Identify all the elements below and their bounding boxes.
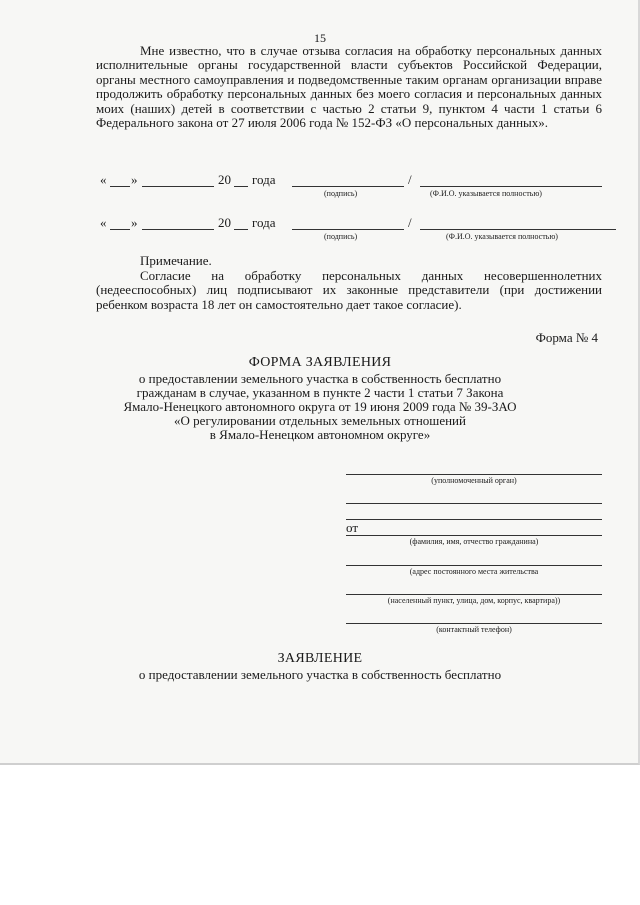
month-line — [142, 229, 214, 230]
day-line — [110, 229, 130, 230]
citizen-name-line — [346, 535, 602, 536]
from-label: от — [346, 520, 359, 535]
month-line — [142, 186, 214, 187]
signature-line — [292, 186, 404, 187]
year-suffix: года — [252, 215, 276, 230]
form-subtitle-line: «О регулировании отдельных земельных отношений — [174, 413, 466, 428]
application-title: ЗАЯВЛЕНИЕ — [277, 651, 363, 666]
signature-row — [96, 172, 616, 188]
note-title: Примечание. — [140, 253, 212, 268]
form-subtitle-line: в Ямало-Ненецком автономном округе» — [209, 427, 431, 442]
year-suffix: года — [252, 172, 276, 187]
address-line — [346, 565, 602, 566]
date-open-quote: « — [100, 215, 107, 230]
form-title: ФОРМА ЗАЯВЛЕНИЯ — [248, 355, 392, 370]
full-name-line — [420, 186, 602, 187]
signature-row — [96, 215, 616, 231]
authority-line-2 — [346, 503, 602, 504]
note-text: Согласие на обработку персональных данных несовершеннолетних (недееспособных) лиц подписывают их законные представители (при достижении ребенком возраста 18 лет он самостоятельно дает такое согласие). — [96, 268, 602, 312]
slash: / — [408, 172, 412, 187]
phone-caption: (контактный телефон) — [436, 625, 512, 634]
citizen-name-caption: (фамилия, имя, отчество гражданина) — [409, 537, 539, 546]
page-number: 15 — [314, 31, 326, 45]
year-line — [234, 186, 248, 187]
authority-line-3 — [346, 519, 602, 520]
signature-caption: (подпись) — [324, 189, 358, 198]
address-detail-line — [346, 594, 602, 595]
date-close-quote: » — [131, 172, 138, 187]
address-caption: (адрес постоянного места жительства — [409, 567, 539, 576]
form-subtitle-line: о предоставлении земельного участка в собственность бесплатно — [138, 371, 502, 386]
signature-line — [292, 229, 404, 230]
consent-revocation-paragraph: Мне известно, что в случае отзыва согласия на обработку персональных данных исполнительные органы государственной власти субъектов Российской Федерации, органы местного самоуправления и подведомственные таким органам организации вправе продолжить обработку персональных данных без моего согласия и персональных данных моих (наших) детей в соответствии с частью 2 статьи 9, пунктом 4 части 1 статьи 6 Федерального закона от 27 июля 2006 года № 152-ФЗ «О персональных данных». — [96, 43, 602, 131]
full-name-caption: (Ф.И.О. указывается полностью) — [430, 189, 542, 198]
date-close-quote: » — [131, 215, 138, 230]
authority-line — [346, 474, 602, 475]
form-subtitle-line: гражданам в случае, указанном в пункте 2 части 1 статьи 7 Закона — [136, 385, 504, 400]
year-line — [234, 229, 248, 230]
slash: / — [408, 215, 412, 230]
signature-caption: (подпись) — [324, 232, 358, 241]
day-line — [110, 186, 130, 187]
authority-caption: (уполномоченный орган) — [431, 476, 517, 485]
year-prefix: 20 — [218, 215, 231, 230]
address-detail-caption: (населенный пункт, улица, дом, корпус, квартира)) — [387, 596, 561, 605]
full-name-caption: (Ф.И.О. указывается полностью) — [446, 232, 558, 241]
phone-line — [346, 623, 602, 624]
full-name-line — [420, 229, 616, 230]
application-subtitle: о предоставлении земельного участка в собственность бесплатно — [138, 667, 502, 682]
form-number-label: Форма № 4 — [535, 330, 598, 345]
form-subtitle-line: Ямало-Ненецкого автономного округа от 19 июня 2009 года № 39-ЗАО — [123, 399, 517, 414]
year-prefix: 20 — [218, 172, 231, 187]
date-open-quote: « — [100, 172, 107, 187]
